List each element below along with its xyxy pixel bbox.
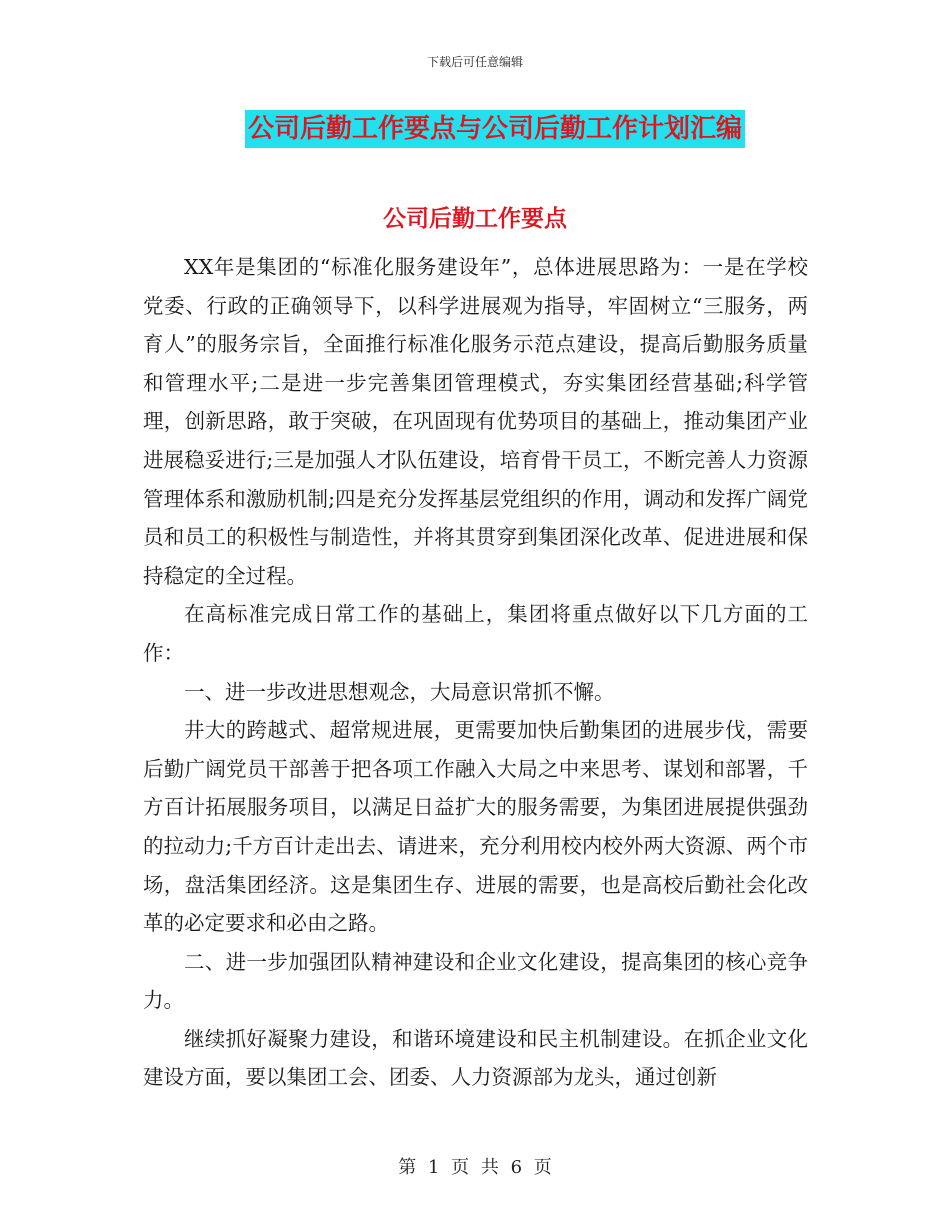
document-title: 公司后勤工作要点与公司后勤工作计划汇编 bbox=[245, 110, 745, 148]
paragraph: 在高标准完成日常工作的基础上，集团将重点做好以下几方面的工作： bbox=[143, 602, 808, 665]
paragraph: 继续抓好凝聚力建设，和谐环境建设和民主机制建设。在抓企业文化建设方面，要以集团工会、团委、人力资源部为龙头，通过创新 bbox=[143, 1026, 808, 1090]
paragraph-heading: 一、进一步改进思想观念，大局意识常抓不懈。 bbox=[184, 679, 615, 704]
header-note: 下载后可任意编辑 bbox=[426, 55, 523, 69]
body-text bbox=[143, 248, 808, 1097]
paragraph: XX年是集团的“标准化服务建设年”，总体进展思路为：一是在学校党委、行政的正确领导下，以科学进展观为指导，牢固树立“三服务，两育人”的服务宗旨，全面推行标准化服务示范点建设，提高后勤服务质量和管理水平;二是进一步完善集团管理模式，夯实集团经营基础;科学管理，创新思路，敢于突破，在巩固现有优势项目的基础上，推动集团产业进展稳妥进行;三是加强人才队伍建设，培育骨干员工，不断完善人力资源管理体系和激励机制;四是充分发挥基层党组织的作用，调动和发挥广阔党员和员工的积极性与制造性，并将其贯穿到集团深化改革、促进进展和保持稳定的全过程。 bbox=[143, 255, 808, 588]
paragraph: 井大的跨越式、超常规进展，更需要加快后勤集团的进展步伐，需要后勤广阔党员干部善于把各项工作融入大局之中来思考、谋划和部署，千方百计拓展服务项目，以满足日益扩大的服务需要，为集团进展提供强劲的拉动力;千方百计走出去、请进来，充分利用校内校外两大资源、两个市场，盘活集团经济。这是集团生存、进展的需要，也是高校后勤社会化改革的必定要求和必由之路。 bbox=[143, 718, 808, 936]
page-footer: 第 1 页 共 6 页 bbox=[398, 1157, 552, 1178]
section-title: 公司后勤工作要点 bbox=[383, 206, 567, 232]
paragraph-heading: 二、进一步加强团队精神建设和企业文化建设，提高集团的核心竞争力。 bbox=[143, 949, 808, 1013]
